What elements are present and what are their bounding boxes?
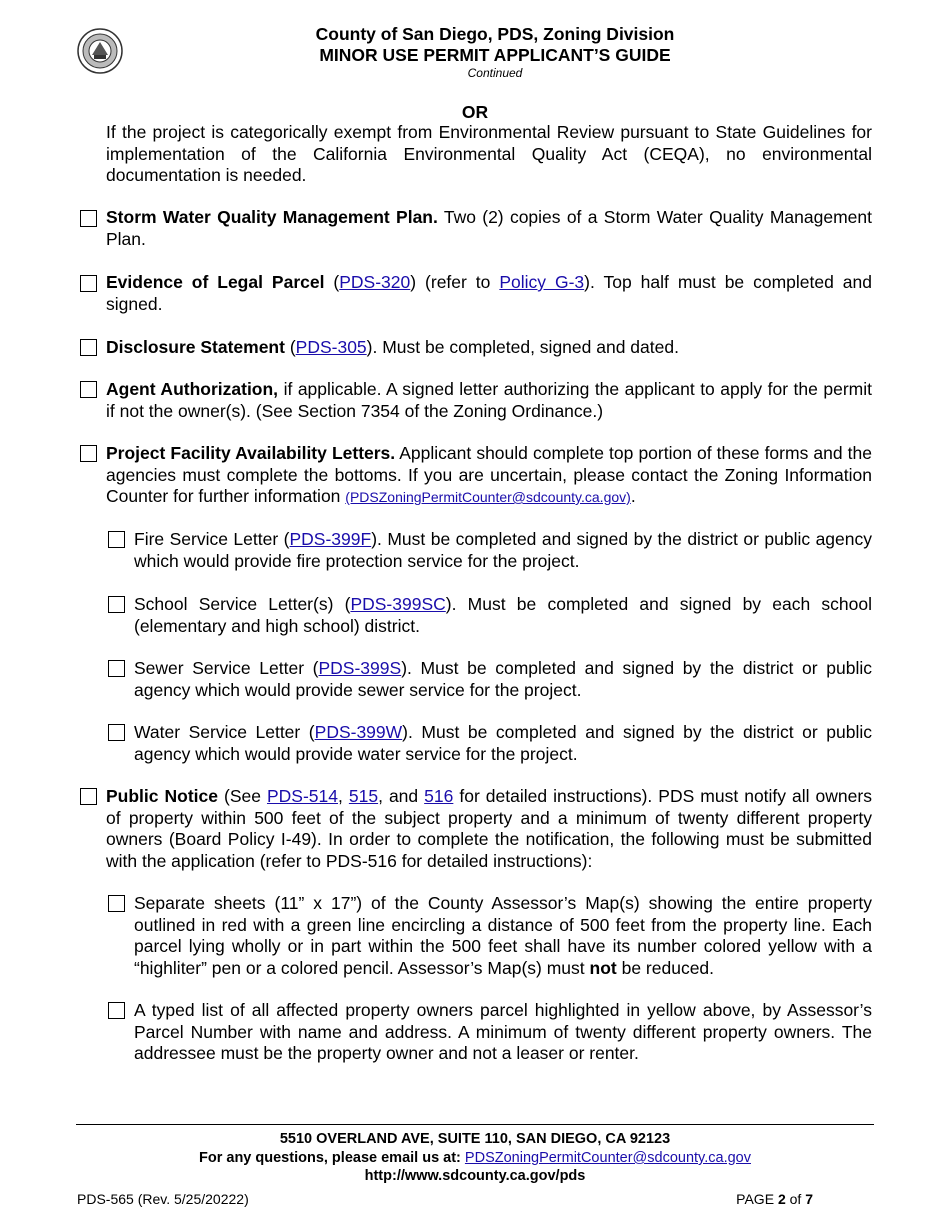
facility-letters-text: Applicant should complete top portion of these forms and the agencies must complete the bottoms. If you are uncertain, please contact the Zoning Information Counter for further information [106,443,872,506]
pds-320-link[interactable]: PDS-320 [339,272,411,292]
page-label: PAGE [736,1191,778,1207]
page-total: 7 [805,1191,813,1207]
school-service-checkbox[interactable] [108,596,125,613]
fire-service-item [134,529,872,572]
assessor-map-emphasis: not [589,957,617,978]
assessor-map-text: be reduced. [616,957,715,978]
public-notice-text: , and [378,786,425,806]
zoning-counter-email-link[interactable]: (PDSZoningPermitCounter@sdcounty.ca.gov) [345,489,631,505]
footer-divider [76,1124,874,1125]
pds-305-link[interactable]: PDS-305 [295,337,367,357]
header-continued: Continued [467,66,523,80]
facility-letters-text: . [630,486,636,506]
pds-399s-link[interactable]: PDS-399S [318,658,402,678]
footer-questions [0,1150,950,1166]
water-service-item [134,722,872,765]
school-service-text: ). Must be completed and signed by each school (elementary and high school) district. [134,594,872,636]
sewer-service-text: Sewer Service Letter ( [134,658,319,678]
legal-parcel-text: ( [324,272,340,292]
public-notice-title: Public Notice [106,786,218,806]
facility-letters-item [106,443,872,509]
storm-water-item [106,207,872,250]
legal-parcel-text: ) (refer to [410,272,500,292]
agent-authorization-text: if applicable. A signed letter authorizing the applicant to apply for the permit if not the owner(s). (See Section 7354 of the Zoning Ordinance.) [106,379,872,421]
public-notice-item [106,786,872,872]
sewer-service-text: ). Must be completed and signed by the district or public agency which would provide sewer service for the project. [134,658,872,700]
pds-399w-link[interactable]: PDS-399W [314,722,403,742]
public-notice-text: , [338,786,349,806]
assessor-map-checkbox[interactable] [108,895,125,912]
legal-parcel-checkbox[interactable] [80,275,97,292]
ceqa-paragraph: If the project is categorically exempt from Environmental Review pursuant to State Guidelines for implementation of the California Environmental Quality Act (CEQA), no environmental documentation is needed. [106,122,872,185]
sewer-service-checkbox[interactable] [108,660,125,677]
owners-list-item: A typed list of all affected property owners parcel highlighted in yellow above, by Assessor’s Parcel Number with name and address. A minimum of twenty different property owners. The addressee must be the property owner and not a leaser or renter. [134,1000,872,1063]
agent-authorization-item [106,379,872,422]
footer-website[interactable]: http://www.sdcounty.ca.gov/pds [364,1168,586,1184]
legal-parcel-title: Evidence of Legal Parcel [106,272,325,292]
public-notice-text: for detailed instructions). PDS must notify all owners of property within 500 feet of the subject property and a minimum of twenty different property owners (Board Policy I-49). In order to complete the notification, the following must be submitted with the application (refer to PDS-516 for detailed instructions): [106,786,872,871]
policy-g3-link[interactable]: Policy G-3 [499,272,585,292]
assessor-map-item [134,893,872,979]
page-current: 2 [777,1191,786,1207]
facility-letters-title: Project Facility Availability Letters. [106,443,396,463]
pds-515-link[interactable]: 515 [348,786,379,806]
pds-399f-link[interactable]: PDS-399F [289,529,372,549]
agent-authorization-title: Agent Authorization, [106,379,279,399]
fire-service-text: ). Must be completed and signed by the district or public agency which would provide fire protection service for the project. [134,529,873,571]
page-number [736,1191,813,1207]
fire-service-checkbox[interactable] [108,531,125,548]
disclosure-item [106,337,872,359]
header-title: MINOR USE PERMIT APPLICANT’S GUIDE [319,45,671,65]
public-notice-checkbox[interactable] [80,788,97,805]
water-service-text: ). Must be completed and signed by the district or public agency which would provide water service for the project. [134,722,872,764]
legal-parcel-item [106,272,872,315]
fire-service-text: Fire Service Letter ( [134,529,290,549]
disclosure-text: ). Must be completed, signed and dated. [366,337,679,357]
pds-399sc-link[interactable]: PDS-399SC [350,594,446,614]
facility-letters-checkbox[interactable] [80,445,97,462]
agent-authorization-checkbox[interactable] [80,381,97,398]
header-org: County of San Diego, PDS, Zoning Division [315,24,675,44]
legal-parcel-text: ). Top half must be completed and signed. [106,272,872,314]
water-service-checkbox[interactable] [108,724,125,741]
school-service-text: School Service Letter(s) ( [134,594,351,614]
or-label: OR [461,102,489,122]
footer-address: 5510 OVERLAND AVE, SUITE 110, SAN DIEGO, CA 92123 [279,1131,671,1147]
disclosure-title: Disclosure Statement [106,337,285,357]
storm-water-title: Storm Water Quality Management Plan. [106,207,438,227]
pds-514-link[interactable]: PDS-514 [266,786,338,806]
page-of: of [785,1191,806,1207]
storm-water-text: Two (2) copies of a Storm Water Quality Management Plan. [106,207,872,249]
form-id: PDS-565 (Rev. 5/25/20222) [77,1191,249,1207]
disclosure-text: ( [284,337,296,357]
storm-water-checkbox[interactable] [80,210,97,227]
owners-list-checkbox[interactable] [108,1002,125,1019]
footer-email-link[interactable]: PDSZoningPermitCounter@sdcounty.ca.gov [464,1150,751,1166]
pds-516-link[interactable]: 516 [424,786,454,806]
footer-questions-label: For any questions, please email us at: [199,1150,465,1166]
sewer-service-item [134,658,872,701]
assessor-map-text: Separate sheets (11” x 17”) of the County Assessor’s Map(s) showing the entire property outlined in red with a green line encircling a distance of 500 feet from the property line. Each parcel lying wholly or in part within the 500 feet shall have its number colored yellow with a “highliter” pen or a colored pencil. Assessor’s Map(s) must [134,893,872,978]
school-service-item [134,594,872,637]
water-service-text: Water Service Letter ( [134,722,315,742]
disclosure-checkbox[interactable] [80,339,97,356]
public-notice-text: (See [218,786,267,806]
